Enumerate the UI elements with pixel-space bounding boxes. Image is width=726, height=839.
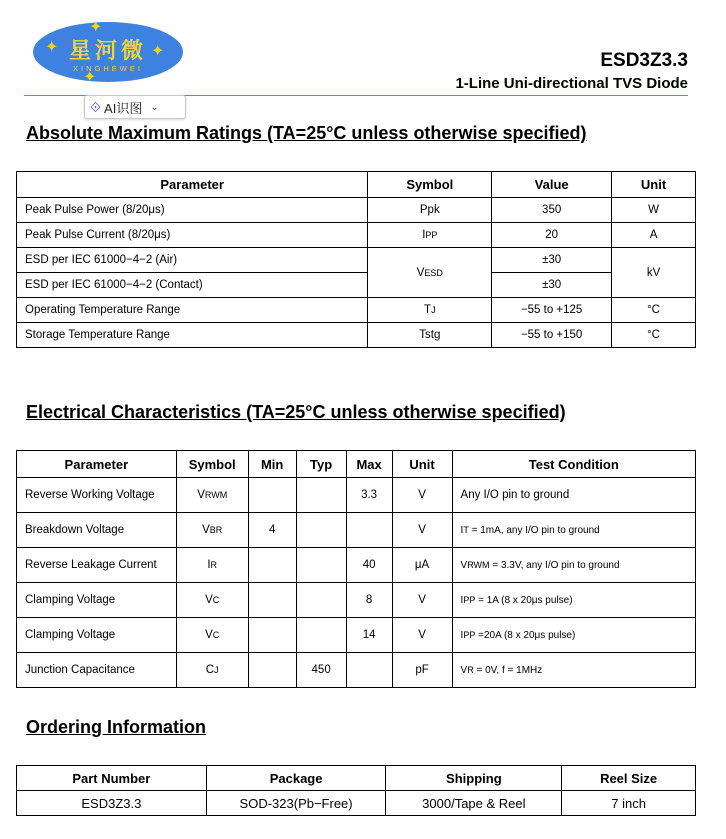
unit-cell: °C bbox=[612, 298, 696, 323]
param-cell: Operating Temperature Range bbox=[17, 298, 368, 323]
col-header-part-number: Part Number bbox=[17, 766, 207, 791]
min-cell bbox=[248, 653, 296, 688]
table-header-row bbox=[17, 172, 696, 198]
table-row bbox=[17, 323, 696, 348]
symbol-cell: VRWM bbox=[176, 478, 248, 513]
col-header-unit: Unit bbox=[392, 451, 452, 478]
condition-cell: IT = 1mA, any I/O pin to ground bbox=[452, 513, 695, 548]
param-cell: Clamping Voltage bbox=[17, 618, 177, 653]
table-row bbox=[17, 223, 696, 248]
param-cell: ESD per IEC 61000−4−2 (Air) bbox=[17, 248, 368, 273]
symbol-cell: VC bbox=[176, 618, 248, 653]
unit-cell: V bbox=[392, 618, 452, 653]
col-header-unit: Unit bbox=[612, 172, 696, 198]
col-header-value: Value bbox=[492, 172, 612, 198]
col-header-min: Min bbox=[248, 451, 296, 478]
ai-button-label: AI识图 bbox=[104, 100, 143, 116]
unit-cell: V bbox=[392, 513, 452, 548]
param-cell: Junction Capacitance bbox=[17, 653, 177, 688]
min-cell bbox=[248, 583, 296, 618]
min-cell bbox=[248, 548, 296, 583]
table-row bbox=[17, 583, 696, 618]
symbol-cell: IPP bbox=[368, 223, 492, 248]
col-header-parameter: Parameter bbox=[17, 172, 368, 198]
max-cell bbox=[346, 653, 392, 688]
ai-image-recognition-button[interactable] bbox=[84, 95, 186, 119]
param-cell: Clamping Voltage bbox=[17, 583, 177, 618]
symbol-cell: Ppk bbox=[368, 198, 492, 223]
col-header-package: Package bbox=[206, 766, 386, 791]
max-cell: 8 bbox=[346, 583, 392, 618]
value-cell: 350 bbox=[492, 198, 612, 223]
part-title: ESD3Z3.3 bbox=[600, 50, 688, 71]
table-row bbox=[17, 273, 696, 298]
max-cell bbox=[346, 513, 392, 548]
typ-cell bbox=[296, 618, 346, 653]
condition-cell: VRWM = 3.3V, any I/O pin to ground bbox=[452, 548, 695, 583]
value-cell: 20 bbox=[492, 223, 612, 248]
col-header-shipping: Shipping bbox=[386, 766, 562, 791]
max-cell: 3.3 bbox=[346, 478, 392, 513]
col-header-parameter: Parameter bbox=[17, 451, 177, 478]
min-cell: 4 bbox=[248, 513, 296, 548]
value-cell: ±30 bbox=[492, 273, 612, 298]
star-icon: ✦ bbox=[45, 39, 59, 56]
max-cell: 14 bbox=[346, 618, 392, 653]
chevron-down-icon: ⌄ bbox=[150, 101, 159, 113]
value-cell: −55 to +150 bbox=[492, 323, 612, 348]
reel-size-cell: 7 inch bbox=[562, 791, 696, 816]
table-row bbox=[17, 618, 696, 653]
value-cell: ±30 bbox=[492, 248, 612, 273]
col-header-reel-size: Reel Size bbox=[562, 766, 696, 791]
table-row bbox=[17, 653, 696, 688]
star-icon: ✦ bbox=[151, 43, 165, 60]
typ-cell bbox=[296, 513, 346, 548]
abs-max-table bbox=[16, 171, 696, 348]
table-row bbox=[17, 791, 696, 816]
table-header-row bbox=[17, 451, 696, 478]
unit-cell: °C bbox=[612, 323, 696, 348]
symbol-cell: VC bbox=[176, 583, 248, 618]
condition-cell: IPP =20A (8 x 20μs pulse) bbox=[452, 618, 695, 653]
symbol-cell: CJ bbox=[176, 653, 248, 688]
param-cell: Peak Pulse Current (8/20μs) bbox=[17, 223, 368, 248]
table-row bbox=[17, 248, 696, 273]
symbol-cell: VESD bbox=[368, 248, 492, 298]
part-number-cell: ESD3Z3.3 bbox=[17, 791, 207, 816]
param-cell: Storage Temperature Range bbox=[17, 323, 368, 348]
unit-cell: kV bbox=[612, 248, 696, 298]
symbol-cell: Tstg bbox=[368, 323, 492, 348]
table-row bbox=[17, 548, 696, 583]
unit-cell: pF bbox=[392, 653, 452, 688]
table-row bbox=[17, 513, 696, 548]
shipping-cell: 3000/Tape & Reel bbox=[386, 791, 562, 816]
param-cell: Reverse Leakage Current bbox=[17, 548, 177, 583]
col-header-typ: Typ bbox=[296, 451, 346, 478]
table-row bbox=[17, 298, 696, 323]
col-header-symbol: Symbol bbox=[176, 451, 248, 478]
param-cell: Breakdown Voltage bbox=[17, 513, 177, 548]
condition-cell: VR = 0V, f = 1MHz bbox=[452, 653, 695, 688]
logo-text-cn: 星河微 bbox=[68, 38, 147, 64]
table-row bbox=[17, 478, 696, 513]
col-header-test-condition: Test Condition bbox=[452, 451, 695, 478]
unit-cell: W bbox=[612, 198, 696, 223]
electrical-table bbox=[16, 450, 696, 688]
unit-cell: μA bbox=[392, 548, 452, 583]
col-header-symbol: Symbol bbox=[368, 172, 492, 198]
condition-cell: Any I/O pin to ground bbox=[452, 478, 695, 513]
logo-text-en: XINGHEWEI bbox=[73, 64, 143, 73]
ordering-title: Ordering Information bbox=[26, 717, 206, 737]
symbol-cell: VBR bbox=[176, 513, 248, 548]
param-cell: Peak Pulse Power (8/20μs) bbox=[17, 198, 368, 223]
ai-sparkle-icon: ⟐ bbox=[90, 98, 102, 115]
typ-cell bbox=[296, 548, 346, 583]
min-cell bbox=[248, 478, 296, 513]
col-header-max: Max bbox=[346, 451, 392, 478]
table-row bbox=[17, 198, 696, 223]
typ-cell bbox=[296, 478, 346, 513]
ordering-table bbox=[16, 765, 696, 816]
abs-max-title: Absolute Maximum Ratings (TA=25°C unless otherwise specified) bbox=[26, 123, 587, 143]
part-subtitle: 1-Line Uni-directional TVS Diode bbox=[455, 75, 688, 92]
param-cell: ESD per IEC 61000−4−2 (Contact) bbox=[17, 273, 368, 298]
symbol-cell: TJ bbox=[368, 298, 492, 323]
package-cell: SOD-323(Pb−Free) bbox=[206, 791, 386, 816]
company-logo bbox=[33, 18, 183, 88]
symbol-cell: IR bbox=[176, 548, 248, 583]
table-header-row bbox=[17, 766, 696, 791]
typ-cell: 450 bbox=[296, 653, 346, 688]
condition-cell: IPP = 1A (8 x 20μs pulse) bbox=[452, 583, 695, 618]
param-cell: Reverse Working Voltage bbox=[17, 478, 177, 513]
max-cell: 40 bbox=[346, 548, 392, 583]
min-cell bbox=[248, 618, 296, 653]
electrical-title: Electrical Characteristics (TA=25°C unless otherwise specified) bbox=[26, 402, 566, 422]
unit-cell: A bbox=[612, 223, 696, 248]
value-cell: −55 to +125 bbox=[492, 298, 612, 323]
unit-cell: V bbox=[392, 583, 452, 618]
star-icon: ✦ bbox=[83, 69, 97, 86]
unit-cell: V bbox=[392, 478, 452, 513]
typ-cell bbox=[296, 583, 346, 618]
star-icon: ✦ bbox=[89, 19, 103, 36]
